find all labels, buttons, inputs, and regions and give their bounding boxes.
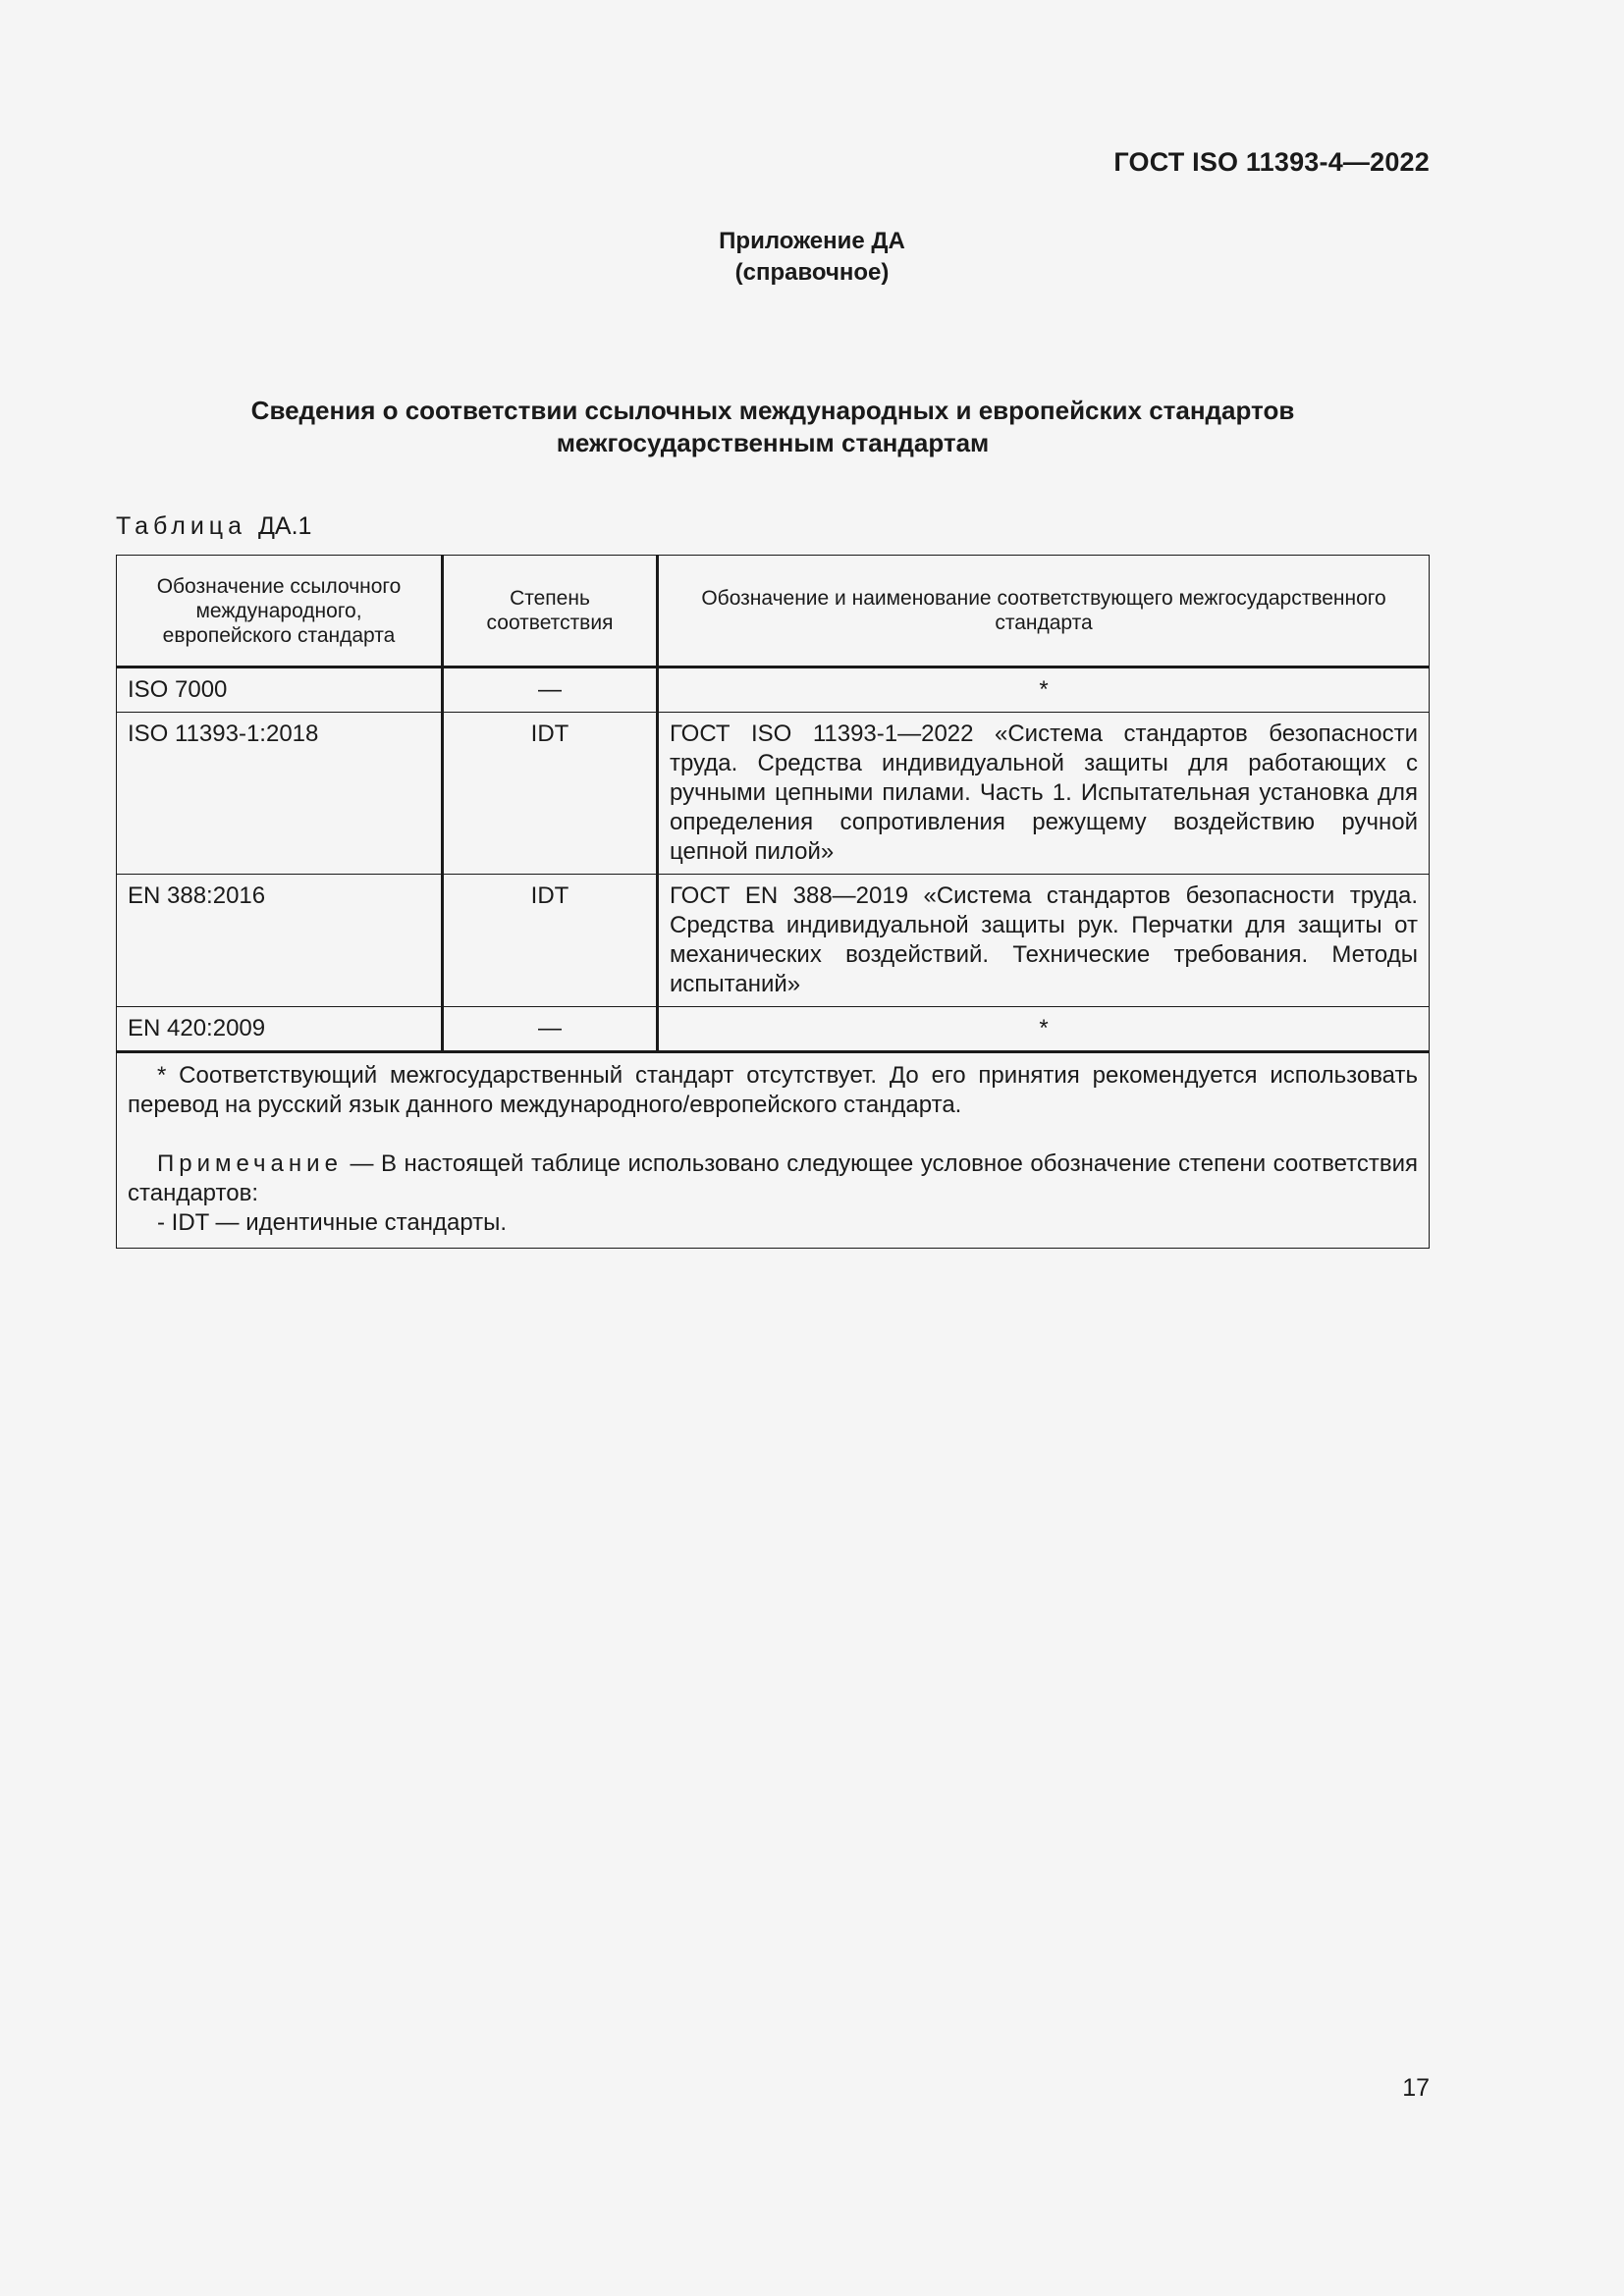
- cell-degree: IDT: [443, 875, 658, 1007]
- document-code: ГОСТ ISO 11393-4—2022: [1113, 147, 1430, 177]
- table-footer-row: [117, 1052, 1430, 1249]
- cell-gost: *: [658, 1007, 1430, 1052]
- table-caption-label: Таблица: [116, 512, 247, 540]
- page-number: 17: [1402, 2074, 1430, 2102]
- appendix-title: Приложение ДА: [719, 228, 905, 254]
- table-row: [117, 1007, 1430, 1052]
- section-title-line-1: Сведения о соответствии ссылочных международных и европейских стандартов: [250, 396, 1295, 425]
- cell-degree: —: [443, 1007, 658, 1052]
- table-footnote: * Соответствующий межгосударственный стандарт отсутствует. До его принятия рекомендуется использовать перевод на русский язык данного международного/европейского стандарта.: [128, 1062, 1418, 1118]
- note-text: — В настоящей таблице использовано следующее условное обозначение степени соответствия стандартов:: [128, 1150, 1418, 1206]
- section-title-line-2: межгосударственным стандартам: [556, 428, 990, 457]
- cell-ref: EN 420:2009: [117, 1007, 443, 1052]
- appendix-subtitle: (справочное): [734, 259, 890, 286]
- table-caption-number: ДА.1: [257, 512, 312, 540]
- cell-ref: ISO 7000: [117, 667, 443, 713]
- cell-degree: IDT: [443, 713, 658, 875]
- standards-table: [116, 555, 1430, 1249]
- header-gost-standard: Обозначение и наименование соответствующего межгосударственного стандарта: [658, 556, 1430, 667]
- appendix-heading: [0, 226, 1624, 289]
- note-label: Примечание: [157, 1150, 343, 1177]
- table-row: [117, 667, 1430, 713]
- table-header-row: [117, 556, 1430, 667]
- cell-degree: —: [443, 667, 658, 713]
- header-degree: Степень соответствия: [443, 556, 658, 667]
- table-row: [117, 875, 1430, 1007]
- cell-ref: ISO 11393-1:2018: [117, 713, 443, 875]
- table-caption: [116, 512, 311, 541]
- cell-ref: EN 388:2016: [117, 875, 443, 1007]
- note-bullet: - IDT — идентичные стандарты.: [157, 1209, 508, 1236]
- cell-gost: ГОСТ EN 388—2019 «Система стандартов безопасности труда. Средства индивидуальной защиты рук. Перчатки для защиты от механических воздействий. Технические требования. Методы испытаний»: [658, 875, 1430, 1007]
- header-ref-standard: Обозначение ссылочного международного, европейского стандарта: [117, 556, 443, 667]
- table-note: [128, 1149, 1418, 1208]
- cell-gost: *: [658, 667, 1430, 713]
- table-row: [117, 713, 1430, 875]
- section-title: [0, 395, 1545, 459]
- table-footer: [117, 1052, 1430, 1249]
- cell-gost: ГОСТ ISO 11393-1—2022 «Система стандартов безопасности труда. Средства индивидуальной защиты для работающих с ручными цепными пилами. Часть 1. Испытательная установка для определения сопротивления режущему воздействию ручной цепной пилой»: [658, 713, 1430, 875]
